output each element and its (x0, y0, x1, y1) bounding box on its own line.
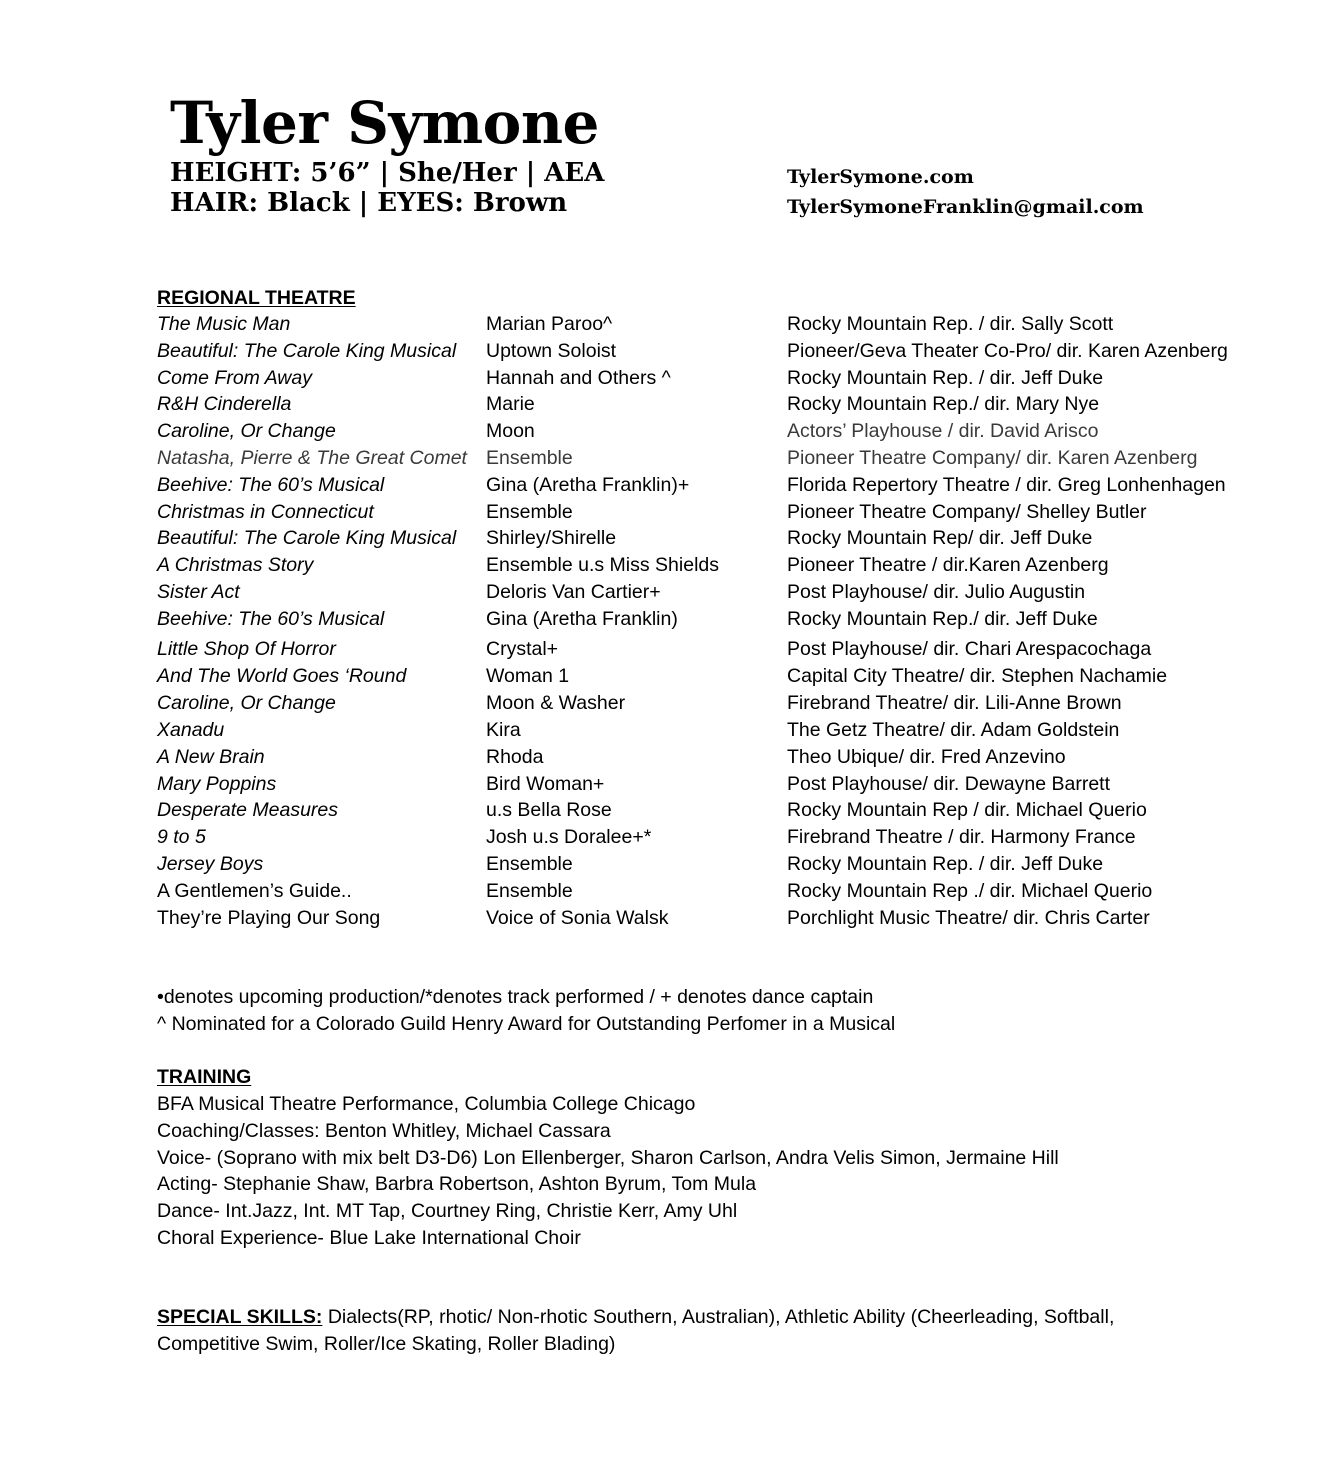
credit-role: Shirley/Shirelle (486, 527, 617, 550)
credit-row (157, 851, 1277, 878)
credit-company: Pioneer Theatre Company/ Shelley Butler (787, 500, 1147, 523)
credit-show: Beehive: The 60’s Musical (157, 607, 385, 630)
credit-show: They’re Playing Our Song (157, 906, 381, 929)
credit-row (157, 499, 1277, 526)
regional-credits-table (157, 311, 1277, 931)
credit-company: Rocky Mountain Rep./ dir. Mary Nye (787, 393, 1100, 416)
credit-company: Pioneer Theatre / dir.Karen Azenberg (787, 554, 1109, 577)
contact-info (787, 162, 1144, 222)
credit-show: Beehive: The 60’s Musical (157, 473, 385, 496)
credit-row (157, 636, 1277, 663)
credit-role: Gina (Aretha Franklin) (486, 607, 678, 630)
credit-show: Beautiful: The Carole King Musical (157, 527, 457, 550)
training-list (157, 1091, 1217, 1252)
training-line: Dance- Int.Jazz, Int. MT Tap, Courtney Ring, Christie Kerr, Amy Uhl (157, 1200, 738, 1223)
credit-company: Florida Repertory Theatre / dir. Greg Lonhenhagen (787, 473, 1226, 496)
special-skills (157, 1304, 1197, 1358)
training-line: Coaching/Classes: Benton Whitley, Michael Cassara (157, 1119, 611, 1142)
website-link[interactable]: TylerSymone.com (787, 166, 974, 188)
credit-row (157, 744, 1277, 771)
credit-show: Caroline, Or Change (157, 420, 336, 443)
credit-role: Ensemble u.s Miss Shields (486, 554, 720, 577)
credit-role: Crystal+ (486, 637, 559, 660)
credit-show: R&H Cinderella (157, 393, 292, 416)
credit-company: Post Playhouse/ dir. Julio Augustin (787, 580, 1086, 603)
credit-row (157, 311, 1277, 338)
credit-row (157, 338, 1277, 365)
credit-company: Rocky Mountain Rep./ dir. Jeff Duke (787, 607, 1098, 630)
credit-show: Mary Poppins (157, 772, 277, 795)
credit-company: The Getz Theatre/ dir. Adam Goldstein (787, 718, 1120, 741)
credit-row (157, 717, 1277, 744)
performer-name: Tyler Symone (170, 89, 599, 157)
credit-show: A Christmas Story (157, 554, 314, 577)
credit-role: Voice of Sonia Walsk (486, 906, 669, 929)
credit-company: Porchlight Music Theatre/ dir. Chris Carter (787, 906, 1150, 929)
credit-show: Natasha, Pierre & The Great Comet (157, 446, 467, 469)
credit-row (157, 690, 1277, 717)
credit-show: Beautiful: The Carole King Musical (157, 339, 457, 362)
special-skills-heading: SPECIAL SKILLS: (157, 1306, 323, 1328)
credit-company: Capital City Theatre/ dir. Stephen Nachamie (787, 665, 1168, 688)
credit-show: Christmas in Connecticut (157, 500, 374, 523)
credit-show: Desperate Measures (157, 799, 339, 822)
regional-theatre-heading: REGIONAL THEATRE (157, 287, 356, 309)
credit-company: Post Playhouse/ dir. Chari Arespacochaga (787, 637, 1152, 660)
credit-row (157, 391, 1277, 418)
credit-company: Pioneer Theatre Company/ dir. Karen Azenberg (787, 446, 1198, 469)
credit-show: A New Brain (157, 745, 265, 768)
training-line: Voice- (Soprano with mix belt D3-D6) Lon Ellenberger, Sharon Carlson, Andra Velis Simon, Jermaine Hill (157, 1146, 1059, 1169)
credit-role: Ensemble (486, 500, 573, 523)
credit-row (157, 771, 1277, 798)
training-line: BFA Musical Theatre Performance, Columbia College Chicago (157, 1093, 696, 1115)
credit-row (157, 797, 1277, 824)
credit-show: 9 to 5 (157, 826, 206, 849)
credit-role: Josh u.s Doralee+* (486, 826, 652, 849)
credit-role: Rhoda (486, 745, 544, 768)
credit-role: Kira (486, 718, 521, 741)
credit-show: Caroline, Or Change (157, 692, 336, 715)
credit-role: Moon (486, 420, 535, 443)
credit-role: Marie (486, 393, 535, 416)
credit-company: Actors’ Playhouse / dir. David Arisco (787, 420, 1099, 443)
credit-role: Moon & Washer (486, 692, 626, 715)
performer-stats (170, 158, 604, 218)
credit-company: Rocky Mountain Rep / dir. Michael Querio (787, 799, 1147, 822)
credit-role: Marian Paroo^ (486, 313, 613, 335)
special-skills-text: Dialects(RP, rhotic/ Non-rhotic Southern, Australian), Athletic Ability (Cheerleading, Softball, Competitive Swim, Roller/Ice Skating, Roller Blading) (157, 1306, 1115, 1355)
legend-line: •denotes upcoming production/*denotes track performed / + denotes dance captain (157, 986, 874, 1008)
credit-role: Uptown Soloist (486, 339, 617, 362)
credit-row (157, 606, 1277, 633)
credit-company: Rocky Mountain Rep. / dir. Sally Scott (787, 313, 1114, 335)
credit-show: The Music Man (157, 313, 291, 335)
credit-role: Ensemble (486, 852, 573, 875)
credit-show: Sister Act (157, 580, 240, 603)
credit-company: Firebrand Theatre/ dir. Lili-Anne Brown (787, 692, 1122, 715)
credit-row (157, 525, 1277, 552)
credit-company: Rocky Mountain Rep ./ dir. Michael Querio (787, 879, 1153, 902)
credit-role: Ensemble (486, 446, 573, 469)
credit-role: u.s Bella Rose (486, 799, 612, 822)
credit-role: Deloris Van Cartier+ (486, 580, 661, 603)
credit-show: Come From Away (157, 366, 312, 389)
legend-line: ^ Nominated for a Colorado Guild Henry Award for Outstanding Perfomer in a Musical (157, 1012, 896, 1035)
credit-company: Post Playhouse/ dir. Dewayne Barrett (787, 772, 1110, 795)
credit-show: Little Shop Of Horror (157, 637, 336, 660)
credit-row (157, 552, 1277, 579)
credit-company: Theo Ubique/ dir. Fred Anzevino (787, 745, 1066, 768)
credit-show: Jersey Boys (157, 852, 264, 875)
credits-legend (157, 984, 1217, 1038)
training-heading: TRAINING (157, 1066, 252, 1088)
credit-role: Hannah and Others ^ (486, 366, 671, 389)
credit-company: Rocky Mountain Rep. / dir. Jeff Duke (787, 366, 1104, 389)
credit-row (157, 663, 1277, 690)
credit-company: Firebrand Theatre / dir. Harmony France (787, 826, 1136, 849)
credit-row (157, 905, 1277, 932)
credit-row (157, 445, 1277, 472)
credit-row (157, 472, 1277, 499)
training-line: Choral Experience- Blue Lake International Choir (157, 1226, 581, 1249)
training-line: Acting- Stephanie Shaw, Barbra Robertson, Ashton Byrum, Tom Mula (157, 1173, 757, 1196)
credit-row (157, 824, 1277, 851)
credit-show: A Gentlemen’s Guide.. (157, 879, 352, 902)
stats-line-hair-eyes: HAIR: Black | EYES: Brown (170, 188, 568, 218)
stats-line-height-pronouns-union: HEIGHT: 5’6” | She/Her | AEA (170, 158, 605, 188)
credit-row (157, 579, 1277, 606)
email-link[interactable]: TylerSymoneFranklin@gmail.com (787, 196, 1144, 218)
credit-role: Ensemble (486, 879, 573, 902)
credit-role: Woman 1 (486, 665, 570, 688)
credit-company: Rocky Mountain Rep. / dir. Jeff Duke (787, 852, 1104, 875)
credit-row (157, 878, 1277, 905)
credit-row (157, 365, 1277, 392)
credit-role: Gina (Aretha Franklin)+ (486, 473, 690, 496)
credit-show: And The World Goes ‘Round (157, 665, 407, 688)
credit-role: Bird Woman+ (486, 772, 605, 795)
credit-row (157, 418, 1277, 445)
credit-company: Rocky Mountain Rep/ dir. Jeff Duke (787, 527, 1093, 550)
credit-company: Pioneer/Geva Theater Co-Pro/ dir. Karen Azenberg (787, 339, 1228, 362)
credit-show: Xanadu (157, 718, 225, 741)
